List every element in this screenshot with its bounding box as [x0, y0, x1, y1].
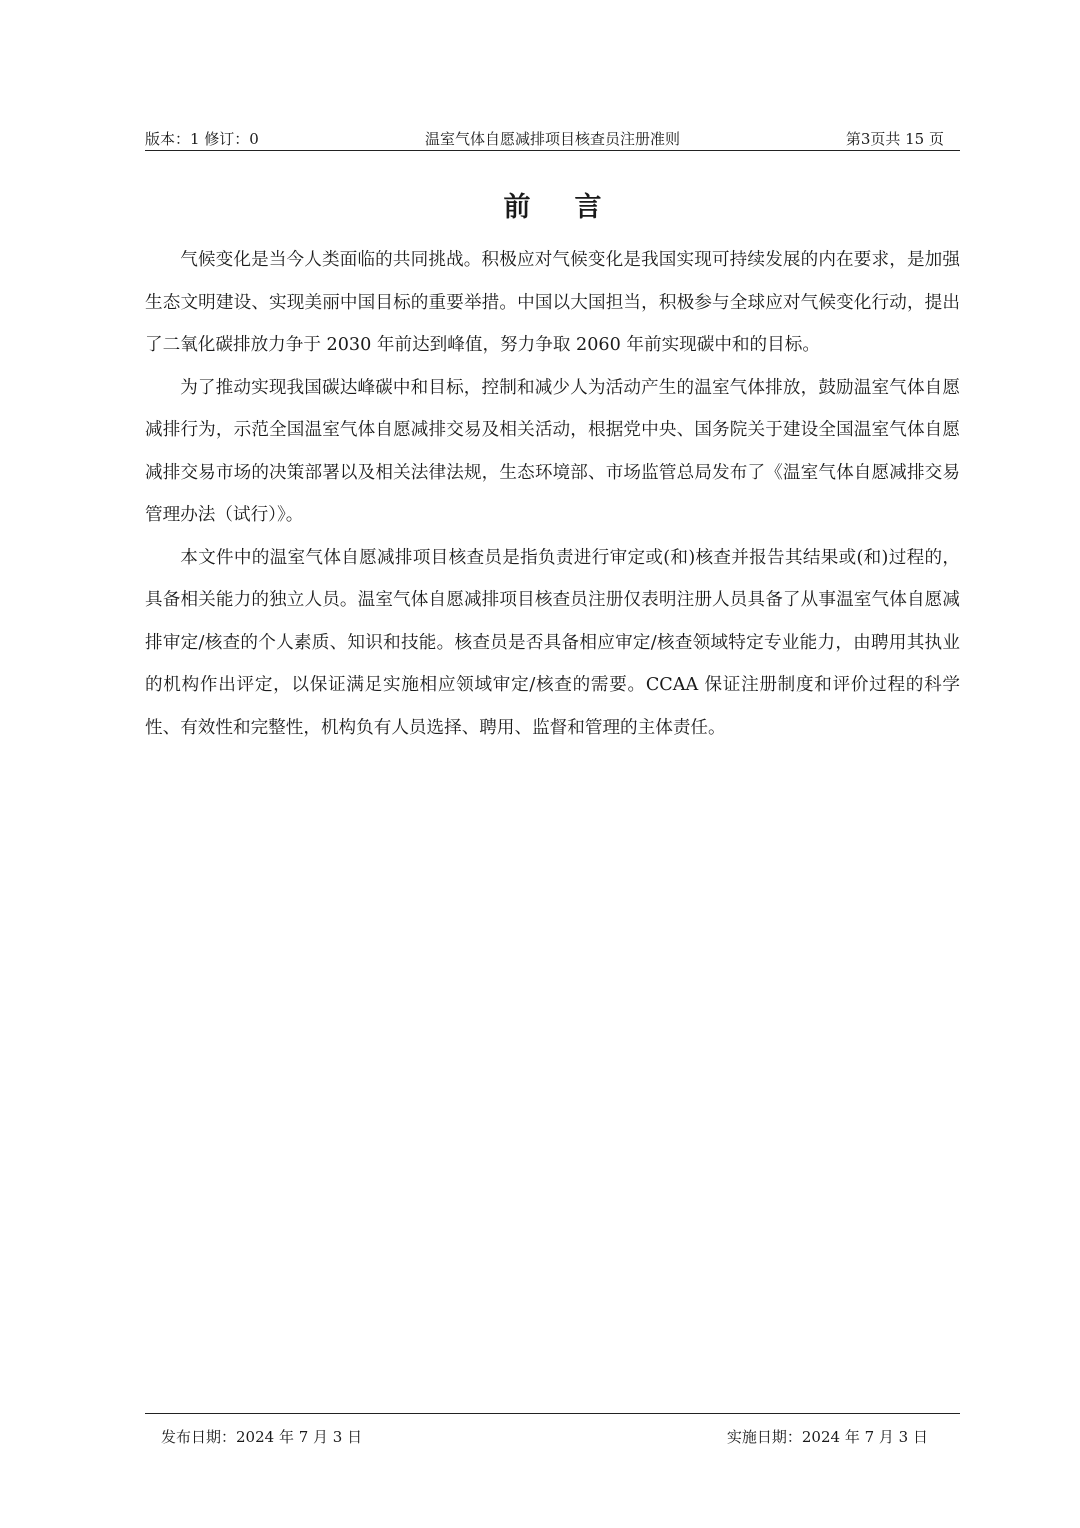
- effective-date: 实施日期：2024 年 7 月 3 日: [726, 1428, 928, 1446]
- publish-date: 发布日期：2024 年 7 月 3 日: [161, 1428, 363, 1446]
- paragraph: 本文件中的温室气体自愿减排项目核查员是指负责进行审定或(和)核查并报告其结果或(和)过程的，具备相关能力的独立人员。温室气体自愿减排项目核查员注册仅表明注册人员具备了从事温室气体自愿减排审定/核查的个人素质、知识和技能。核查员是否具备相应审定/核查领域特定专业能力，由聘用其执业的机构作出评定，以保证满足实施相应领域审定/核查的需要。CCAA 保证注册制度和评价过程的科学性、有效性和完整性，机构负有人员选择、聘用、监督和管理的主体责任。: [145, 547, 960, 738]
- paragraph: 为了推动实现我国碳达峰碳中和目标，控制和减少人为活动产生的温室气体排放，鼓励温室气体自愿减排行为，示范全国温室气体自愿减排交易及相关活动，根据党中央、国务院关于建设全国温室气体自愿减排交易市场的决策部署以及相关法律法规，生态环境部、市场监管总局发布了《温室气体自愿减排交易管理办法（试行）》。: [145, 377, 960, 525]
- document-title: 温室气体自愿减排项目核查员注册准则: [424, 130, 680, 148]
- page-number: 第3页共 15 页: [845, 130, 944, 148]
- paragraph: 气候变化是当今人类面临的共同挑战。积极应对气候变化是我国实现可持续发展的内在要求，是加强生态文明建设、实现美丽中国目标的重要举措。中国以大国担当，积极参与全球应对气候变化行动，提出了二氧化碳排放力争于 2030 年前达到峰值，努力争取 2060 年前实现碳中和的目标。: [145, 250, 960, 355]
- page-footer: [145, 1413, 960, 1446]
- version-info: 版本：1 修订：0: [145, 130, 259, 148]
- document-body: [145, 239, 960, 749]
- section-title: 前言: [503, 192, 646, 223]
- page-header: [145, 128, 960, 151]
